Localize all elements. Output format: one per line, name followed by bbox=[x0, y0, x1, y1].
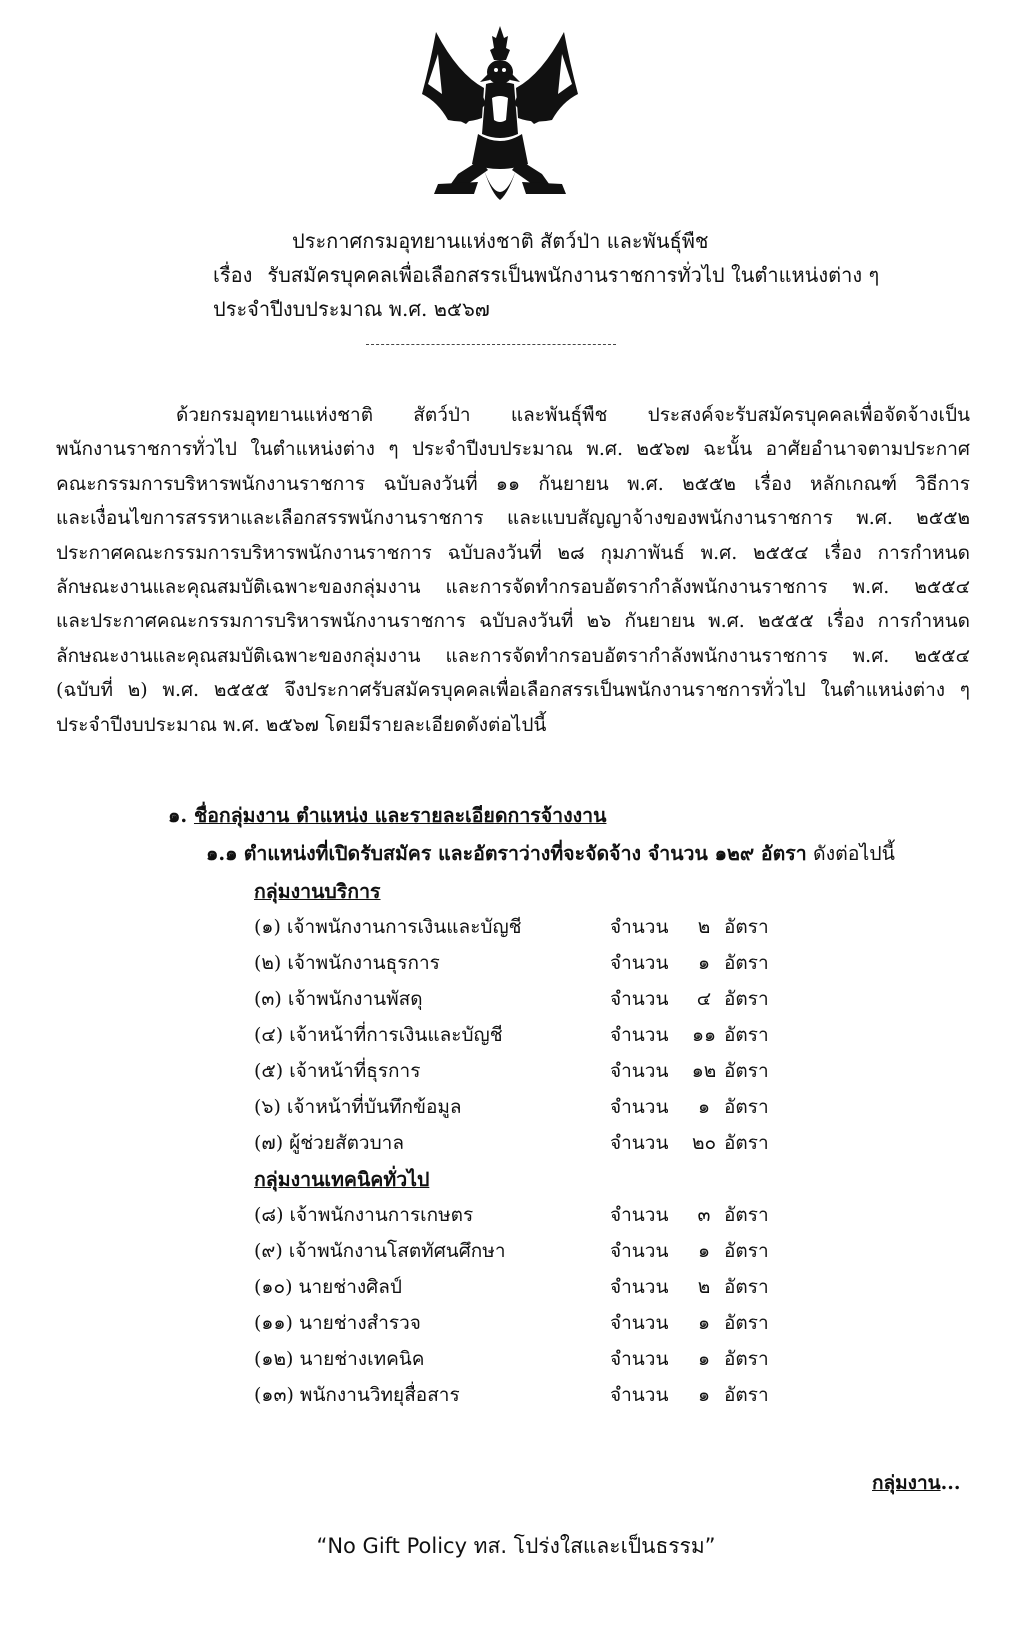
position-name: (๑๓) พนักงานวิทยุสื่อสาร bbox=[254, 1384, 460, 1406]
section-1-heading bbox=[168, 800, 606, 831]
section-1-1-number: ๑.๑ bbox=[206, 842, 238, 865]
position-count: ๑ bbox=[697, 1240, 711, 1262]
group-heading-service: กลุ่มงานบริการ bbox=[254, 880, 381, 903]
paragraph-line: ลักษณะงานและคุณสมบัติเฉพาะของกลุ่มงาน และการจัดทำกรอบอัตรากำลังพนักงานราชการ พ.ศ. ๒๕๕๔ bbox=[56, 644, 970, 667]
subject-text: รับสมัครบุคคลเพื่อเลือกสรรเป็นพนักงานราชการทั่วไป ในตำแหน่งต่าง ๆ bbox=[267, 263, 880, 287]
count-label: จำนวน bbox=[610, 1024, 669, 1046]
position-count: ๑ bbox=[697, 1096, 711, 1118]
position-name: (๑๒) นายช่างเทคนิค bbox=[254, 1348, 425, 1370]
unit-label: อัตรา bbox=[724, 1096, 769, 1118]
count-label: จำนวน bbox=[610, 1240, 669, 1262]
unit-label: อัตรา bbox=[724, 1060, 769, 1082]
paragraph-line: ด้วยกรมอุทยานแห่งชาติ สัตว์ป่า และพันธุ์พืช ประสงค์จะรับสมัครบุคคลเพื่อจัดจ้างเป็น bbox=[176, 404, 970, 426]
subject-label: เรื่อง bbox=[213, 263, 253, 287]
position-count: ๒ bbox=[697, 1276, 711, 1298]
count-label: จำนวน bbox=[610, 1060, 669, 1082]
count-label: จำนวน bbox=[610, 1096, 669, 1118]
count-label: จำนวน bbox=[610, 1384, 669, 1406]
position-name: (๔) เจ้าหน้าที่การเงินและบัญชี bbox=[254, 1024, 503, 1046]
position-name: (๖) เจ้าหน้าที่บันทึกข้อมูล bbox=[254, 1096, 462, 1118]
paragraph-line: พนักงานราชการทั่วไป ในตำแหน่งต่าง ๆ ประจำปีงบประมาณ พ.ศ. ๒๕๖๗ ฉะนั้น อาศัยอำนาจตามประกาศ bbox=[56, 438, 970, 461]
body-paragraph bbox=[56, 398, 970, 742]
unit-label: อัตรา bbox=[724, 1276, 769, 1298]
count-label: จำนวน bbox=[610, 1132, 669, 1154]
group-heading-general-technical: กลุ่มงานเทคนิคทั่วไป bbox=[254, 1168, 430, 1191]
unit-label: อัตรา bbox=[724, 1024, 769, 1046]
footer-slogan: “No Gift Policy ทส. โปร่งใสและเป็นธรรม” bbox=[316, 1534, 716, 1558]
position-name: (๑) เจ้าพนักงานการเงินและบัญชี bbox=[254, 916, 522, 938]
section-1-1-heading bbox=[206, 838, 895, 869]
garuda-emblem-icon bbox=[418, 24, 582, 214]
page-continuation bbox=[872, 1468, 960, 1498]
section-1-number: ๑. bbox=[168, 804, 188, 827]
position-name: (๗) ผู้ช่วยสัตวบาล bbox=[254, 1132, 404, 1154]
section-1-1-suffix: ดังต่อไปนี้ bbox=[812, 842, 896, 865]
announcement-title: ประกาศกรมอุทยานแห่งชาติ สัตว์ป่า และพันธุ์พืช bbox=[292, 229, 709, 253]
count-label: จำนวน bbox=[610, 1348, 669, 1370]
unit-label: อัตรา bbox=[724, 916, 769, 938]
paragraph-line: ลักษณะงานและคุณสมบัติเฉพาะของกลุ่มงาน และการจัดทำกรอบอัตรากำลังพนักงานราชการ พ.ศ. ๒๕๕๔ bbox=[56, 575, 970, 598]
position-count: ๑ bbox=[697, 952, 711, 974]
continuation-word: กลุ่มงาน bbox=[872, 1472, 941, 1494]
paragraph-line: คณะกรรมการบริหารพนักงานราชการ ฉบับลงวันที่ ๑๑ กันยายน พ.ศ. ๒๕๕๒ เรื่อง หลักเกณฑ์ วิธีการ bbox=[56, 472, 970, 495]
position-count: ๑๒ bbox=[691, 1060, 717, 1082]
position-name: (๒) เจ้าพนักงานธุรการ bbox=[254, 952, 440, 974]
position-count: ๔ bbox=[696, 988, 712, 1010]
count-label: จำนวน bbox=[610, 1312, 669, 1334]
section-1-title: ชื่อกลุ่มงาน ตำแหน่ง และรายละเอียดการจ้างงาน bbox=[193, 804, 607, 827]
paragraph-line: ประจำปีงบประมาณ พ.ศ. ๒๕๖๗ โดยมีรายละเอียดดังต่อไปนี้ bbox=[56, 713, 547, 736]
position-count: ๓ bbox=[697, 1204, 711, 1226]
position-name: (๕) เจ้าหน้าที่ธุรการ bbox=[254, 1060, 421, 1082]
unit-label: อัตรา bbox=[724, 1348, 769, 1370]
paragraph-line: ประกาศคณะกรรมการบริหารพนักงานราชการ ฉบับลงวันที่ ๒๘ กุมภาพันธ์ พ.ศ. ๒๕๕๔ เรื่อง การกำหนด bbox=[56, 541, 970, 564]
position-name: (๓) เจ้าพนักงานพัสดุ bbox=[254, 988, 423, 1010]
position-name: (๙) เจ้าพนักงานโสตทัศนศึกษา bbox=[254, 1240, 506, 1262]
unit-label: อัตรา bbox=[724, 1384, 769, 1406]
count-label: จำนวน bbox=[610, 1204, 669, 1226]
position-count: ๑๑ bbox=[691, 1024, 717, 1046]
position-name: (๑๐) นายช่างศิลป์ bbox=[254, 1276, 402, 1298]
paragraph-line: (ฉบับที่ ๒) พ.ศ. ๒๕๕๕ จึงประกาศรับสมัครบุคคลเพื่อเลือกสรรเป็นพนักงานราชการทั่วไป ในตำแหน่งต่าง ๆ bbox=[56, 679, 970, 702]
continuation-dots: ... bbox=[940, 1472, 961, 1494]
count-label: จำนวน bbox=[610, 952, 669, 974]
paragraph-line: และประกาศคณะกรรมการบริหารพนักงานราชการ ฉบับลงวันที่ ๒๖ กันยายน พ.ศ. ๒๕๕๕ เรื่อง การกำหนด bbox=[56, 610, 970, 633]
unit-label: อัตรา bbox=[724, 988, 769, 1010]
count-label: จำนวน bbox=[610, 988, 669, 1010]
position-count: ๒๐ bbox=[691, 1132, 717, 1154]
position-count: ๑ bbox=[697, 1312, 711, 1334]
unit-label: อัตรา bbox=[724, 1240, 769, 1262]
position-count: ๑ bbox=[697, 1384, 711, 1406]
count-label: จำนวน bbox=[610, 916, 669, 938]
position-count: ๑ bbox=[697, 1348, 711, 1370]
count-label: จำนวน bbox=[610, 1276, 669, 1298]
position-name: (๑๑) นายช่างสำรวจ bbox=[254, 1312, 421, 1334]
subject-line bbox=[213, 258, 879, 292]
section-1-1-title: ตำแหน่งที่เปิดรับสมัคร และอัตราว่างที่จะจัดจ้าง จำนวน ๑๒๙ อัตรา bbox=[243, 842, 807, 865]
paragraph-line: และเงื่อนไขการสรรหาและเลือกสรรพนักงานราชการ และแบบสัญญาจ้างของพนักงานราชการ พ.ศ. ๒๕๕๒ bbox=[56, 507, 970, 530]
unit-label: อัตรา bbox=[724, 1204, 769, 1226]
unit-label: อัตรา bbox=[724, 1312, 769, 1334]
position-count: ๒ bbox=[697, 916, 711, 938]
heading-divider bbox=[366, 344, 616, 345]
position-name: (๘) เจ้าพนักงานการเกษตร bbox=[254, 1204, 474, 1226]
unit-label: อัตรา bbox=[724, 952, 769, 974]
subject-text-line2: ประจำปีงบประมาณ พ.ศ. ๒๕๖๗ bbox=[213, 297, 490, 321]
unit-label: อัตรา bbox=[724, 1132, 769, 1154]
